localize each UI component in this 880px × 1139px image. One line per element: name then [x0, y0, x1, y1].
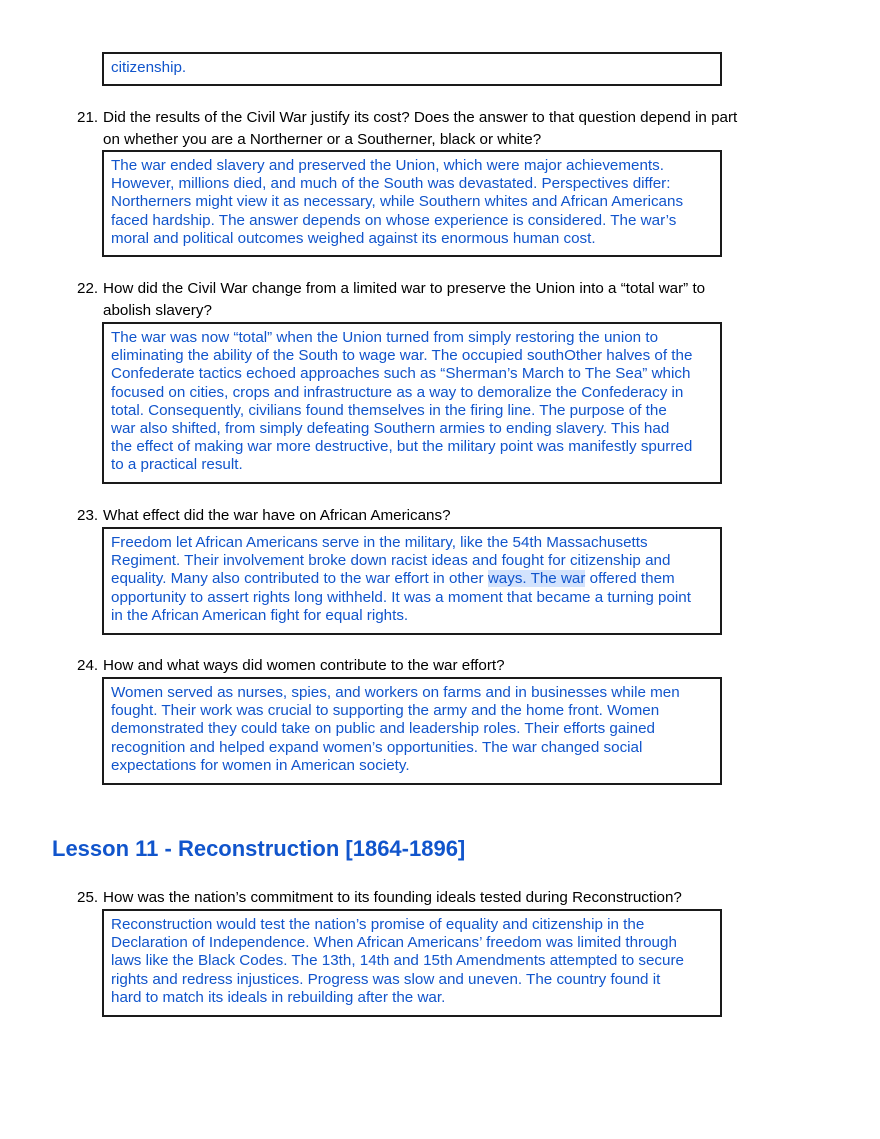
answer-box-24[interactable]: [102, 677, 722, 785]
answer-line: opportunity to assert rights long withheld. It was a moment that became a turning point: [111, 588, 691, 606]
question-line: 25. How was the nation’s commitment to its founding ideals tested during Reconstruction?: [77, 887, 777, 909]
question-23: [77, 505, 777, 527]
question-22: [77, 278, 777, 322]
question-line: on whether you are a Northerner or a Southerner, black or white?: [103, 131, 542, 148]
answer-line: demonstrated they could take on public and leadership roles. Their efforts gained: [111, 720, 655, 738]
question-number: 23.: [77, 507, 99, 524]
answer-line: moral and political outcomes weighed against its enormous human cost.: [111, 229, 596, 247]
answer-line: focused on cities, crops and infrastructure as a way to demoralize the Confederacy in: [111, 383, 684, 401]
answer-line: citizenship.: [111, 59, 187, 76]
answer-box-21[interactable]: [102, 150, 722, 257]
text-selection-highlight[interactable]: ways. The war: [487, 570, 586, 588]
lesson-heading: Lesson 11 - Reconstruction [1864-1896]: [52, 836, 466, 861]
answer-line: Freedom let African Americans serve in the military, like the 54th Massachusetts: [111, 534, 648, 551]
answer-line: Declaration of Independence. When African Americans’ freedom was limited through: [111, 934, 677, 952]
question-24: [77, 655, 777, 677]
answer-line: Women served as nurses, spies, and workers on farms and in businesses while men: [111, 684, 680, 701]
answer-line: hard to match its ideals in rebuilding after the war.: [111, 988, 446, 1006]
answer-line: Regiment. Their involvement broke down racist ideas and fought for citizenship and: [111, 552, 671, 570]
answer-line: Northerners might view it as necessary, while Southern whites and African Americans: [111, 193, 684, 211]
answer-line: fought. Their work was crucial to supporting the army and the home front. Women: [111, 702, 660, 720]
answer-line: equality. Many also contributed to the war effort in other ways. The war offered them: [111, 570, 675, 588]
question-line: abolish slavery?: [103, 302, 212, 319]
answer-line: The war ended slavery and preserved the Union, which were major achievements.: [111, 157, 664, 174]
question-number: 24.: [77, 657, 99, 674]
question-21: [77, 107, 777, 151]
question-25: [77, 887, 777, 909]
answer-line: laws like the Black Codes. The 13th, 14th and 15th Amendments attempted to secure: [111, 952, 684, 970]
answer-line: the effect of making war more destructive, but the military point was manifestly spurred: [111, 438, 693, 456]
question-number: 22.: [77, 280, 99, 297]
answer-line: eliminating the ability of the South to wage war. The occupied southOther halves of the: [111, 347, 693, 365]
answer-box-22[interactable]: [102, 322, 722, 484]
answer-line: total. Consequently, civilians found themselves in the firing line. The purpose of the: [111, 401, 667, 419]
question-number: 21.: [77, 109, 99, 126]
answer-box-20-continued[interactable]: [102, 52, 722, 86]
answer-line: However, millions died, and much of the South was devastated. Perspectives differ:: [111, 175, 671, 193]
answer-line: faced hardship. The answer depends on whose experience is considered. The war’s: [111, 211, 677, 229]
answer-line: to a practical result.: [111, 456, 243, 474]
answer-line: rights and redress injustices. Progress was slow and uneven. The country found it: [111, 970, 661, 988]
answer-line: recognition and helped expand women’s opportunities. The war changed social: [111, 738, 643, 756]
answer-line: war also shifted, from simply defeating Southern armies to ending slavery. This had: [111, 420, 670, 438]
answer-line: Reconstruction would test the nation’s promise of equality and citizenship in the: [111, 916, 645, 933]
question-line: 23. What effect did the war have on African Americans?: [77, 505, 777, 527]
question-number: 25.: [77, 889, 99, 906]
answer-line: in the African American fight for equal rights.: [111, 606, 409, 624]
answer-line: Confederate tactics echoed approaches such as “Sherman’s March to The Sea” which: [111, 365, 691, 383]
question-line: 21. Did the results of the Civil War justify its cost? Does the answer to that question depend in part: [77, 107, 777, 129]
question-line: 22. How did the Civil War change from a limited war to preserve the Union into a “total war” to: [77, 278, 777, 300]
answer-box-23[interactable]: [102, 527, 722, 635]
question-line: 24. How and what ways did women contribute to the war effort?: [77, 655, 777, 677]
answer-line: The war was now “total” when the Union turned from simply restoring the union to: [111, 329, 659, 346]
answer-box-25[interactable]: [102, 909, 722, 1017]
answer-line: expectations for women in American society.: [111, 756, 410, 774]
